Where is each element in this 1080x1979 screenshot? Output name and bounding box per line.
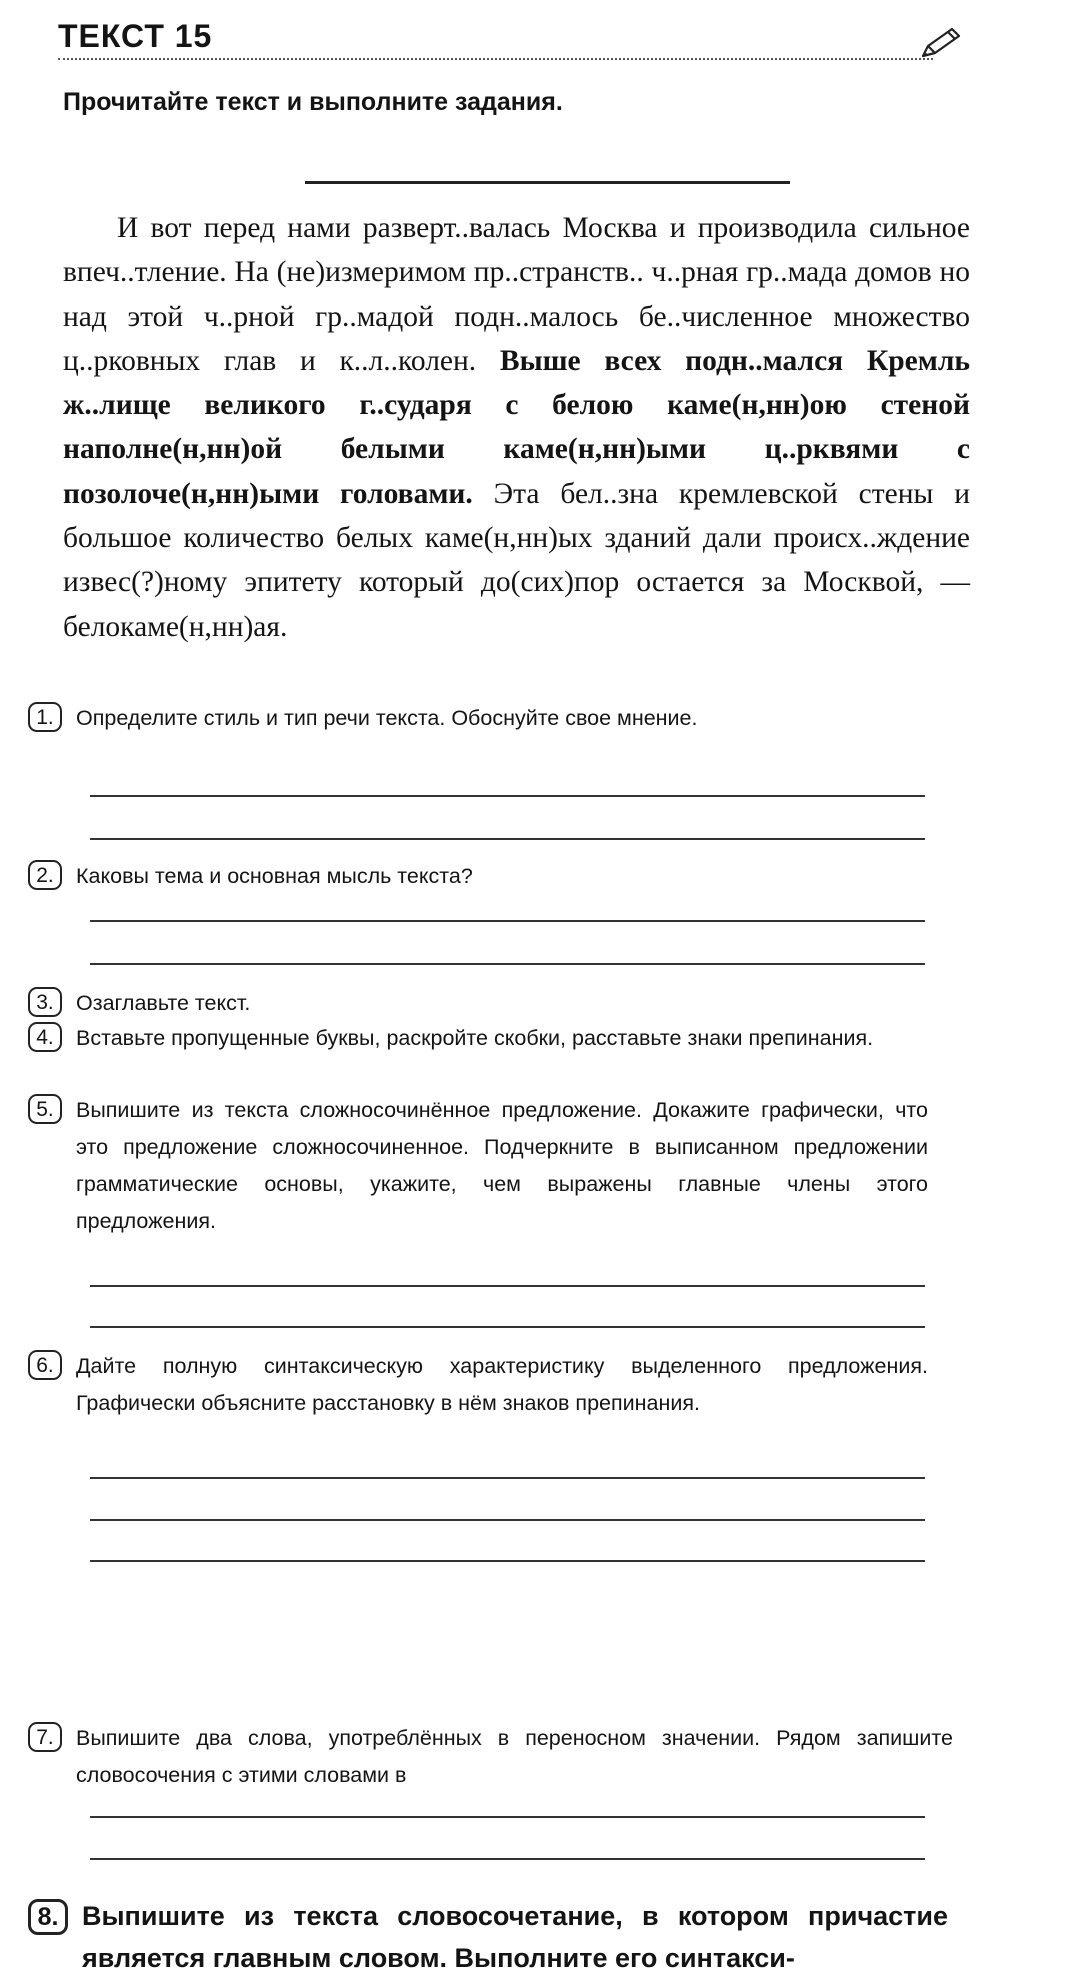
highlighted-sentence: Выше всех подн..мался Кремль ж..лище великого г..сударя с белою каме(н,нн)ою стеной наполне(н,нн)ой белыми каме(н,нн)ыми ц..рквями с позолоче(н,нн)ыми головами. bbox=[63, 344, 971, 510]
task-text: Определите стиль и тип речи текста. Обоснуйте свое мнение. bbox=[76, 706, 698, 730]
task-5 bbox=[28, 1092, 928, 1240]
task-number: 4. bbox=[28, 1022, 62, 1052]
task-8 bbox=[28, 1895, 948, 1979]
answer-line[interactable] bbox=[90, 1858, 925, 1860]
task-text: Выпишите два слова, употреблённых в переносном значении. Рядом запишите словосочения с этими словами в bbox=[76, 1726, 953, 1787]
task-4 bbox=[28, 1020, 928, 1057]
separator-line bbox=[305, 181, 790, 184]
task-text: Озаглавьте текст. bbox=[76, 991, 251, 1015]
page-title: ТЕКСТ 15 bbox=[58, 18, 213, 54]
task-number: 1. bbox=[28, 702, 62, 732]
task-number: 8. bbox=[28, 1899, 68, 1935]
task-1 bbox=[28, 700, 928, 737]
page-header bbox=[58, 18, 963, 70]
task-text: Вставьте пропущенные буквы, раскройте скобки, расставьте знаки препинания. bbox=[76, 1026, 874, 1050]
task-text: Дайте полную синтаксическую характеристику выделенного предложения. Графически объясните расстановку в нём знаков препинания. bbox=[76, 1354, 928, 1415]
answer-line[interactable] bbox=[90, 795, 925, 797]
answer-line[interactable] bbox=[90, 1326, 925, 1328]
task-text: Каковы тема и основная мысль текста? bbox=[76, 864, 473, 888]
answer-line[interactable] bbox=[90, 1519, 925, 1521]
header-dotted-rule bbox=[58, 58, 933, 60]
passage-part-1: И вот перед нами разверт..валась Москва и производила сильное впеч..тление. На (не)измеримом пр..странств.. ч..рная гр..мада домов но над этой ч..рной гр..мадой подн..малось бе..численное множество ц..рковных глав и к..л..колен. bbox=[63, 212, 970, 377]
task-number: 5. bbox=[28, 1094, 62, 1124]
answer-line[interactable] bbox=[90, 1285, 925, 1287]
answer-line[interactable] bbox=[90, 1560, 925, 1562]
task-6 bbox=[28, 1348, 928, 1422]
task-number: 6. bbox=[28, 1350, 62, 1380]
answer-line[interactable] bbox=[90, 838, 925, 840]
answer-line[interactable] bbox=[90, 920, 925, 922]
task-number: 3. bbox=[28, 987, 62, 1017]
task-text: Выпишите из текста сложносочинённое предложение. Докажите графически, что это предложение сложносочиненное. Подчеркните в выписанном предложении грамматические основы, укажите, чем выражены главные члены этого предложения. bbox=[76, 1098, 928, 1233]
instructions: Прочитайте текст и выполните задания. bbox=[63, 88, 563, 116]
task-7 bbox=[28, 1720, 953, 1794]
answer-line[interactable] bbox=[90, 1816, 925, 1818]
task-text: Выпишите из текста словосочетание, в котором причастие является главным словом. Выполните его синтакси- bbox=[82, 1901, 948, 1973]
task-number: 2. bbox=[28, 860, 62, 890]
task-3 bbox=[28, 985, 928, 1022]
passage-text bbox=[63, 206, 970, 649]
answer-line[interactable] bbox=[90, 1477, 925, 1479]
answer-line[interactable] bbox=[90, 963, 925, 965]
task-number: 7. bbox=[28, 1722, 62, 1752]
pencil-icon bbox=[919, 26, 963, 60]
passage-part-2: Эта бел..зна кремлевской стены и большое количество белых каме(н,нн)ых зданий дали происх..ждение извес(?)ному эпитету который до(сих)пор остается за Москвой, — белокаме(н,нн)ая. bbox=[63, 477, 970, 643]
task-2 bbox=[28, 858, 928, 895]
